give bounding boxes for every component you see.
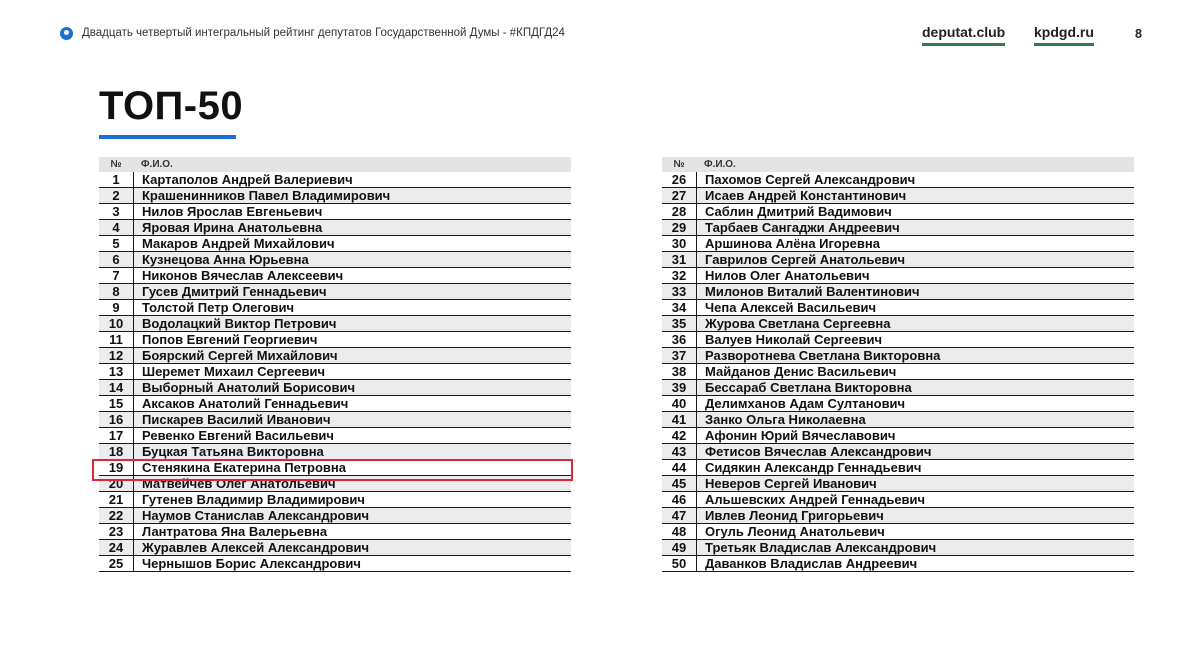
table-row xyxy=(662,188,1134,204)
table-row xyxy=(662,428,1134,444)
row-number: 32 xyxy=(671,268,687,283)
table-row xyxy=(99,332,571,348)
table-row xyxy=(662,284,1134,300)
row-number: 36 xyxy=(671,332,687,347)
table-row xyxy=(99,300,571,316)
table-row xyxy=(99,396,571,412)
table-row xyxy=(99,380,571,396)
row-separator xyxy=(696,300,697,315)
table-row xyxy=(99,492,571,508)
table-row xyxy=(662,364,1134,380)
highlight-box xyxy=(92,459,573,481)
table-row xyxy=(99,204,571,220)
table-row xyxy=(662,172,1134,188)
row-name: Альшевских Андрей Геннадьевич xyxy=(705,492,926,507)
table-row xyxy=(662,444,1134,460)
row-number: 5 xyxy=(112,236,120,251)
row-separator xyxy=(133,444,134,459)
header-name: Ф.И.О. xyxy=(141,159,173,170)
logo-icon xyxy=(60,27,73,40)
row-separator xyxy=(133,188,134,203)
table-row xyxy=(99,444,571,460)
row-separator xyxy=(696,348,697,363)
ranking-table-left xyxy=(99,157,571,572)
row-name: Аксаков Анатолий Геннадьевич xyxy=(142,396,349,411)
row-separator xyxy=(133,300,134,315)
table-row xyxy=(99,284,571,300)
row-name: Выборный Анатолий Борисович xyxy=(142,380,356,395)
row-separator xyxy=(696,492,697,507)
table-row xyxy=(662,492,1134,508)
row-name: Журова Светлана Сергеевна xyxy=(705,316,891,331)
row-name: Занко Ольга Николаевна xyxy=(705,412,866,427)
row-name: Кузнецова Анна Юрьевна xyxy=(142,252,309,267)
row-number: 21 xyxy=(108,492,124,507)
row-separator xyxy=(133,492,134,507)
table-row xyxy=(99,508,571,524)
row-name: Гусев Дмитрий Геннадьевич xyxy=(142,284,327,299)
row-separator xyxy=(133,380,134,395)
table-row xyxy=(99,364,571,380)
row-number: 37 xyxy=(671,348,687,363)
table-row xyxy=(99,268,571,284)
table-row xyxy=(662,476,1134,492)
row-number: 9 xyxy=(112,300,120,315)
table-row xyxy=(99,524,571,540)
table-body-right xyxy=(662,172,1134,572)
row-separator xyxy=(696,540,697,555)
table-row xyxy=(662,316,1134,332)
table-row xyxy=(662,268,1134,284)
ranking-table-right xyxy=(662,157,1134,572)
row-separator xyxy=(133,236,134,251)
row-number: 42 xyxy=(671,428,687,443)
page-title: ТОП-50 xyxy=(99,84,244,128)
row-separator xyxy=(133,428,134,443)
row-name: Саблин Дмитрий Вадимович xyxy=(705,204,892,219)
row-number: 47 xyxy=(671,508,687,523)
table-header xyxy=(99,157,571,172)
row-separator xyxy=(133,508,134,523)
row-number: 12 xyxy=(108,348,124,363)
row-separator xyxy=(133,172,134,187)
row-number: 44 xyxy=(671,460,687,475)
row-name: Даванков Владислав Андреевич xyxy=(705,556,918,571)
table-row xyxy=(662,348,1134,364)
row-separator xyxy=(696,316,697,331)
table-row xyxy=(662,204,1134,220)
table-row xyxy=(662,236,1134,252)
row-name: Милонов Виталий Валентинович xyxy=(705,284,920,299)
row-number: 43 xyxy=(671,444,687,459)
table-row xyxy=(99,188,571,204)
row-separator xyxy=(696,172,697,187)
row-separator xyxy=(696,476,697,491)
row-number: 39 xyxy=(671,380,687,395)
table-row xyxy=(99,348,571,364)
row-separator xyxy=(133,332,134,347)
header-caption: Двадцать четвертый интегральный рейтинг депутатов Государственной Думы - #КПДГД24 xyxy=(82,27,565,39)
row-separator xyxy=(133,348,134,363)
row-separator xyxy=(696,396,697,411)
row-separator xyxy=(133,524,134,539)
row-number: 40 xyxy=(671,396,687,411)
table-row xyxy=(662,396,1134,412)
row-separator xyxy=(696,412,697,427)
title-underline xyxy=(99,135,236,139)
row-number: 3 xyxy=(112,204,120,219)
site-link-kpdgd[interactable]: kpdgd.ru xyxy=(1034,24,1094,46)
row-name: Боярский Сергей Михайлович xyxy=(142,348,338,363)
row-number: 33 xyxy=(671,284,687,299)
row-number: 14 xyxy=(108,380,124,395)
row-number: 23 xyxy=(108,524,124,539)
row-name: Афонин Юрий Вячеславович xyxy=(705,428,896,443)
row-name: Шеремет Михаил Сергеевич xyxy=(142,364,326,379)
row-separator xyxy=(696,444,697,459)
row-name: Никонов Вячеслав Алексеевич xyxy=(142,268,344,283)
table-row xyxy=(662,412,1134,428)
table-row xyxy=(99,172,571,188)
row-name: Неверов Сергей Иванович xyxy=(705,476,877,491)
row-name: Третьяк Владислав Александрович xyxy=(705,540,937,555)
row-name: Аршинова Алёна Игоревна xyxy=(705,236,880,251)
row-name: Нилов Ярослав Евгеньевич xyxy=(142,204,323,219)
row-name: Гаврилов Сергей Анатольевич xyxy=(705,252,906,267)
table-row xyxy=(99,220,571,236)
row-name: Делимханов Адам Султанович xyxy=(705,396,906,411)
row-separator xyxy=(696,252,697,267)
row-name: Майданов Денис Васильевич xyxy=(705,364,897,379)
header-num: № xyxy=(673,159,685,170)
table-row xyxy=(99,556,571,572)
row-separator xyxy=(133,412,134,427)
row-number: 15 xyxy=(108,396,124,411)
row-separator xyxy=(696,268,697,283)
row-separator xyxy=(133,204,134,219)
row-number: 11 xyxy=(109,332,123,347)
row-name: Исаев Андрей Константинович xyxy=(705,188,907,203)
row-separator xyxy=(696,524,697,539)
row-number: 41 xyxy=(671,412,687,427)
row-name: Ивлев Леонид Григорьевич xyxy=(705,508,884,523)
row-number: 27 xyxy=(671,188,687,203)
row-number: 38 xyxy=(671,364,687,379)
row-separator xyxy=(133,220,134,235)
row-number: 8 xyxy=(112,284,120,299)
row-name: Пахомов Сергей Александрович xyxy=(705,172,916,187)
row-name: Ревенко Евгений Васильевич xyxy=(142,428,334,443)
row-separator xyxy=(696,188,697,203)
row-name: Попов Евгений Георгиевич xyxy=(142,332,318,347)
row-separator xyxy=(133,268,134,283)
table-row xyxy=(662,460,1134,476)
row-name: Тарбаев Сангаджи Андреевич xyxy=(705,220,900,235)
row-name: Матвейчев Олег Анатольевич xyxy=(142,476,336,491)
table-row xyxy=(99,236,571,252)
row-number: 49 xyxy=(671,540,687,555)
row-name: Толстой Петр Олегович xyxy=(142,300,295,315)
row-number: 24 xyxy=(108,540,124,555)
row-number: 30 xyxy=(671,236,687,251)
row-number: 35 xyxy=(671,316,687,331)
row-number: 31 xyxy=(671,252,687,267)
row-name: Водолацкий Виктор Петрович xyxy=(142,316,337,331)
row-separator xyxy=(696,204,697,219)
row-separator xyxy=(696,236,697,251)
row-number: 34 xyxy=(671,300,687,315)
row-name: Чепа Алексей Васильевич xyxy=(705,300,877,315)
row-name: Яровая Ирина Анатольевна xyxy=(142,220,323,235)
row-separator xyxy=(133,316,134,331)
row-name: Фетисов Вячеслав Александрович xyxy=(705,444,932,459)
table-header xyxy=(662,157,1134,172)
row-name: Нилов Олег Анатольевич xyxy=(705,268,870,283)
row-separator xyxy=(696,556,697,571)
row-number: 13 xyxy=(108,364,124,379)
row-name: Разворотнева Светлана Викторовна xyxy=(705,348,941,363)
table-row xyxy=(662,220,1134,236)
row-separator xyxy=(696,380,697,395)
table-row xyxy=(662,524,1134,540)
row-name: Стенякина Екатерина Петровна xyxy=(142,460,346,475)
row-number: 45 xyxy=(671,476,687,491)
row-separator xyxy=(133,540,134,555)
row-name: Чернышов Борис Александрович xyxy=(142,556,361,571)
row-name: Пискарев Василий Иванович xyxy=(142,412,331,427)
row-number: 17 xyxy=(108,428,124,443)
header-name: Ф.И.О. xyxy=(704,159,736,170)
row-name: Крашенинников Павел Владимирович xyxy=(142,188,391,203)
row-number: 6 xyxy=(112,252,120,267)
row-number: 16 xyxy=(108,412,124,427)
site-link-deputat-club[interactable]: deputat.club xyxy=(922,24,1005,46)
row-name: Бессараб Светлана Викторовна xyxy=(705,380,912,395)
row-separator xyxy=(696,364,697,379)
row-separator xyxy=(133,556,134,571)
table-row xyxy=(662,252,1134,268)
table-row xyxy=(99,540,571,556)
row-number: 10 xyxy=(108,316,124,331)
table-row xyxy=(99,412,571,428)
row-number: 19 xyxy=(108,460,124,475)
page-number: 8 xyxy=(1135,27,1142,41)
row-name: Буцкая Татьяна Викторовна xyxy=(142,444,324,459)
row-name: Макаров Андрей Михайлович xyxy=(142,236,335,251)
row-number: 7 xyxy=(112,268,120,283)
row-number: 46 xyxy=(671,492,687,507)
row-number: 2 xyxy=(112,188,120,203)
table-row xyxy=(662,380,1134,396)
row-name: Журавлев Алексей Александрович xyxy=(142,540,369,555)
row-name: Валуев Николай Сергеевич xyxy=(705,332,882,347)
row-number: 29 xyxy=(671,220,687,235)
row-number: 50 xyxy=(671,556,687,571)
row-number: 4 xyxy=(112,220,120,235)
row-separator xyxy=(696,332,697,347)
row-separator xyxy=(133,284,134,299)
row-number: 1 xyxy=(112,172,120,187)
row-separator xyxy=(133,364,134,379)
table-row xyxy=(99,252,571,268)
row-separator xyxy=(696,220,697,235)
table-row xyxy=(99,428,571,444)
header-num: № xyxy=(110,159,122,170)
row-name: Лантратова Яна Валерьевна xyxy=(142,524,328,539)
row-separator xyxy=(696,284,697,299)
row-number: 20 xyxy=(108,476,124,491)
row-name: Огуль Леонид Анатольевич xyxy=(705,524,885,539)
row-number: 22 xyxy=(108,508,124,523)
row-separator xyxy=(133,396,134,411)
table-row xyxy=(662,300,1134,316)
row-name: Сидякин Александр Геннадьевич xyxy=(705,460,922,475)
table-row xyxy=(662,540,1134,556)
table-row xyxy=(662,556,1134,572)
row-separator xyxy=(133,252,134,267)
row-name: Наумов Станислав Александрович xyxy=(142,508,369,523)
row-number: 25 xyxy=(108,556,124,571)
table-row xyxy=(99,316,571,332)
table-row xyxy=(662,332,1134,348)
top-bar xyxy=(60,24,1160,48)
row-number: 26 xyxy=(671,172,687,187)
row-number: 28 xyxy=(671,204,687,219)
row-separator xyxy=(696,428,697,443)
table-body-left xyxy=(99,172,571,572)
row-number: 18 xyxy=(108,444,124,459)
table-row xyxy=(662,508,1134,524)
row-name: Гутенев Владимир Владимирович xyxy=(142,492,365,507)
row-name: Картаполов Андрей Валериевич xyxy=(142,172,353,187)
row-number: 48 xyxy=(671,524,687,539)
row-separator xyxy=(696,508,697,523)
row-separator xyxy=(696,460,697,475)
